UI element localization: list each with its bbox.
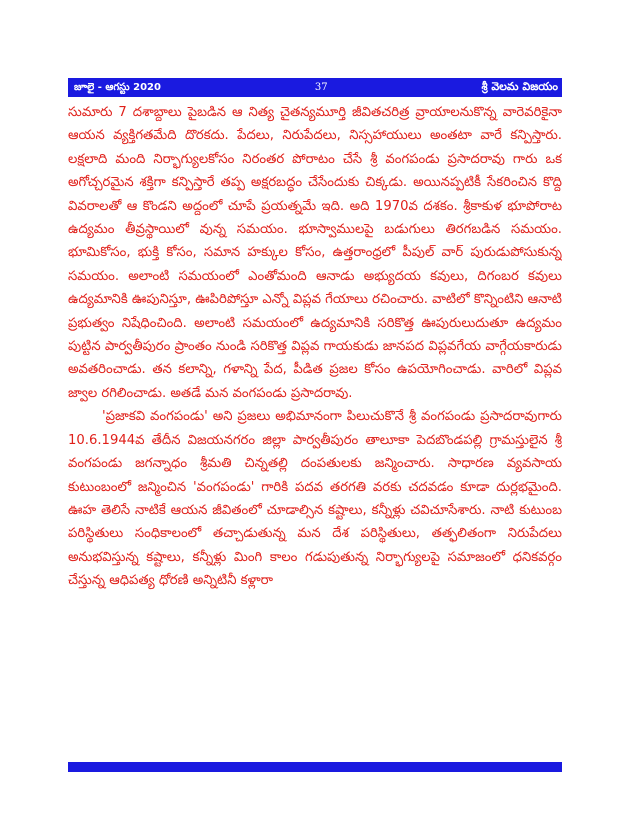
page-footer-bar (68, 762, 562, 772)
page-number: 37 (314, 82, 328, 93)
page-header (68, 78, 562, 97)
article-paragraph-1: సుమారు 7 దశాబ్దాలు పైబడిన ఆ నిత్య చైతన్యమూర్తి జీవితచరిత్ర వ్రాయాలనుకొన్న వారెవరికైనా ఆయన వ్యక్తిగతమేది దొరకదు. పేదలు, నిరుపేదలు, నిస్సహాయులు అంతటా వారే కన్పిస్తారు. లక్షలాది మంది నిర్భాగ్యులకోసం నిరంతర పోరాటం చేసే శ్రీ వంగపండు ప్రసాదరావు గారు ఒక అగోచ్చరమైన శక్తిగా కన్పిస్తారే తప్ప అక్షరబద్ధం చేసేందుకు చిక్కడు. అయినప్పటికీ సేకరించిన కొద్ది వివరాలతో ఆ కొండని అద్దంలో చూపే ప్రయత్నమే ఇది. అది 1970వ దశకం. శ్రీకాకుళ భూపోరాట ఉద్యమం తీవ్రస్థాయిలో వున్న సమయం. భూస్వాములపై బడుగులు తిరగబడిన సమయం. భూమికోసం, భుక్తి కోసం, సమాన హక్కుల కోసం, ఉత్తరాంధ్రలో పీపుల్ వార్ పురుడుపోసుకున్న సమయం. అలాంటి సమయంలో ఎంతోమంది ఆనాడు అభ్యుదయ కవులు, దిగంబర కవులు ఉద్యమానికి ఊపునిస్తూ, ఊపిరిపోస్తూ ఎన్నో విప్లవ గేయాలు రచించారు. వాటిలో కొన్నింటిని ఆనాటి ప్రభుత్వం నిషేధించింది. అలాంటి సమయంలో ఉద్యమానికి సరికొత్త ఊపురులుదుతూ ఉద్యమం పుట్టిన పార్వతీపురం ప్రాంతం నుండి సరికొత్త విప్లవ గాయకుడు జానపద విప్లవగేయ వాగ్గేయకారుడు అవతరించాడు. తన కలాన్ని, గళాన్ని పేద, పీడిత ప్రజల కోసం ఉపయోగించాడు. వారిలో విప్లవ జ్వాల రగిలించాడు. అతడే మన వంగపండు ప్రసాదరావు. (68, 105, 562, 401)
issue-date: జూలై - ఆగస్టు 2020 (74, 81, 161, 93)
magazine-page (68, 78, 562, 772)
article-body (68, 101, 562, 761)
magazine-title: శ్రీ వెలమ విజయం (481, 79, 558, 93)
article-paragraph-2: 'ప్రజాకవి వంగపండు' అని ప్రజలు అభిమానంగా పిలుచుకొనే శ్రీ వంగపండు ప్రసాదరావుగారు 10.6.1944వ తేదీన విజయనగరం జిల్లా పార్వతీపురం తాలూకా పెదబొండపల్లి గ్రామస్తులైన శ్రీ వంగపండు జగన్నాధం శ్రీమతి చిన్నతల్లి దంపతులకు జన్మించారు. సాధారణ వ్యవసాయ కుటుంబంలో జన్మించిన 'వంగపండు' గారికి పదవ తరగతి వరకు చదవడం కూడా దుర్లభమైంది. ఊహ తెలిసే నాటికే ఆయన జీవితంలో చూడాల్సిన కష్టాలు, కన్నీళ్లు చవిచూసేశారు. నాటి కుటుంబ పరిస్థితులు సంధికాలంలో తచ్చాడుతున్న మన దేశ పరిస్థితులు, తత్ఫలితంగా నిరుపేదలు అనుభవిస్తున్న కష్టాలు, కన్నీళ్లు మింగి కాలం గడుపుతున్న నిర్భాగ్యులపై సమాజంలో ధనికవర్గం చేస్తున్న ఆధిపత్య ధోరణి అన్నిటినీ కళ్లారా (68, 409, 562, 589)
